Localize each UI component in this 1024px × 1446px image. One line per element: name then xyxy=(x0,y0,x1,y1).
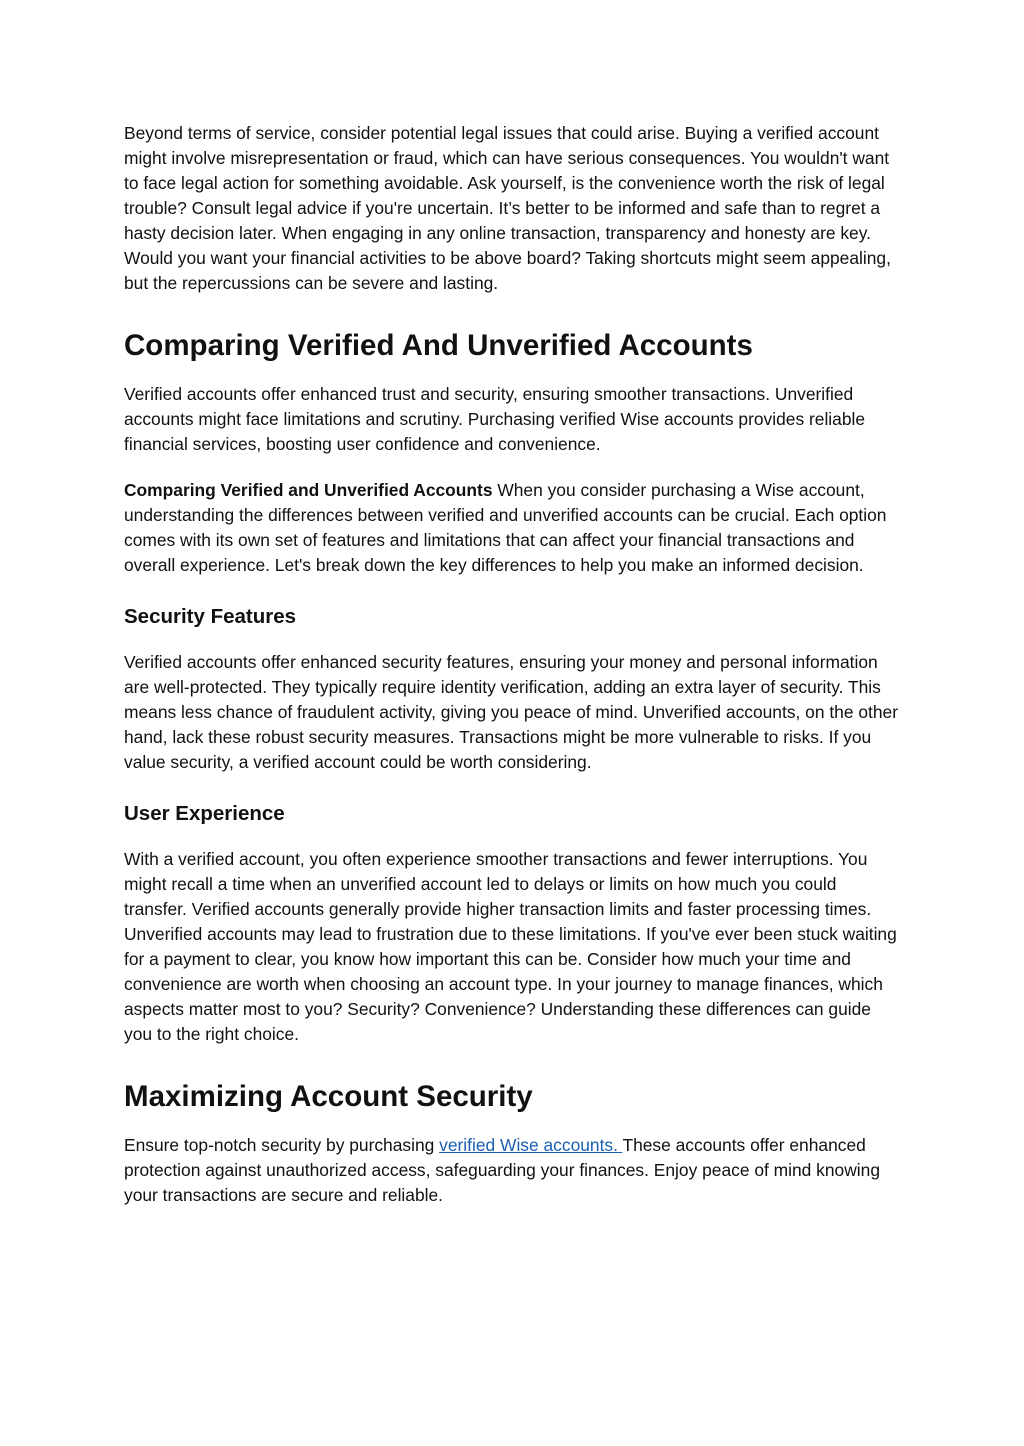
comparing-heading: Comparing Verified And Unverified Accounts xyxy=(124,329,753,362)
maximizing-text-after: These accounts offer enhanced protection against unauthorized access, safeguarding your finances. Enjoy peace of mind knowing your transactions are secure and reliable. xyxy=(124,1135,880,1205)
comparing-paragraph-2-body: When you consider purchasing a Wise account, understanding the differences between verified and unverified accounts can be crucial. Each option comes with its own set of features and limitations that can affect your financial transactions and overall experience. Let's break down the key differences to help you make an informed decision. xyxy=(124,480,887,575)
security-features-heading: Security Features xyxy=(124,605,297,628)
security-features-paragraph: Verified accounts offer enhanced security features, ensuring your money and personal information are well-protected. They typically require identity verification, adding an extra layer of security. This means less chance of fraudulent activity, giving you peace of mind. Unverified accounts, on the other hand, lack these robust security measures. Transactions might be more vulnerable to risks. If you value security, a verified account could be worth considering. xyxy=(124,652,898,772)
comparing-paragraph-2 xyxy=(124,478,900,578)
comparing-bold-lead: Comparing Verified and Unverified Accounts xyxy=(124,480,493,500)
user-experience-heading: User Experience xyxy=(124,802,285,825)
maximizing-heading: Maximizing Account Security xyxy=(124,1080,533,1113)
maximizing-text-before: Ensure top-notch security by purchasing xyxy=(124,1135,440,1155)
verified-wise-accounts-link[interactable]: verified Wise accounts. xyxy=(439,1135,623,1155)
intro-paragraph: Beyond terms of service, consider potential legal issues that could arise. Buying a verified account might involve misrepresentation or fraud, which can have serious consequences. You wouldn't want to face legal action for something avoidable. Ask yourself, is the convenience worth the risk of legal trouble? Consult legal advice if you're uncertain. It’s better to be informed and safe than to regret a hasty decision later. When engaging in any online transaction, transparency and honesty are key. Would you want your financial activities to be above board? Taking shortcuts might seem appealing, but the repercussions can be severe and lasting. xyxy=(124,123,891,293)
maximizing-paragraph xyxy=(124,1133,900,1208)
document-page xyxy=(124,121,900,1208)
comparing-paragraph-1: Verified accounts offer enhanced trust and security, ensuring smoother transactions. Unverified accounts might face limitations and scrutiny. Purchasing verified Wise accounts provides reliable financial services, boosting user confidence and convenience. xyxy=(124,384,866,454)
user-experience-paragraph: With a verified account, you often experience smoother transactions and fewer interruptions. You might recall a time when an unverified account led to delays or limits on how much you could transfer. Verified accounts generally provide higher transaction limits and faster processing times. Unverified accounts may lead to frustration due to these limitations. If you've ever been stuck waiting for a payment to clear, you know how important this can be. Consider how much your time and convenience are worth when choosing an account type. In your journey to manage finances, which aspects matter most to you? Security? Convenience? Understanding these differences can guide you to the right choice. xyxy=(124,849,897,1044)
